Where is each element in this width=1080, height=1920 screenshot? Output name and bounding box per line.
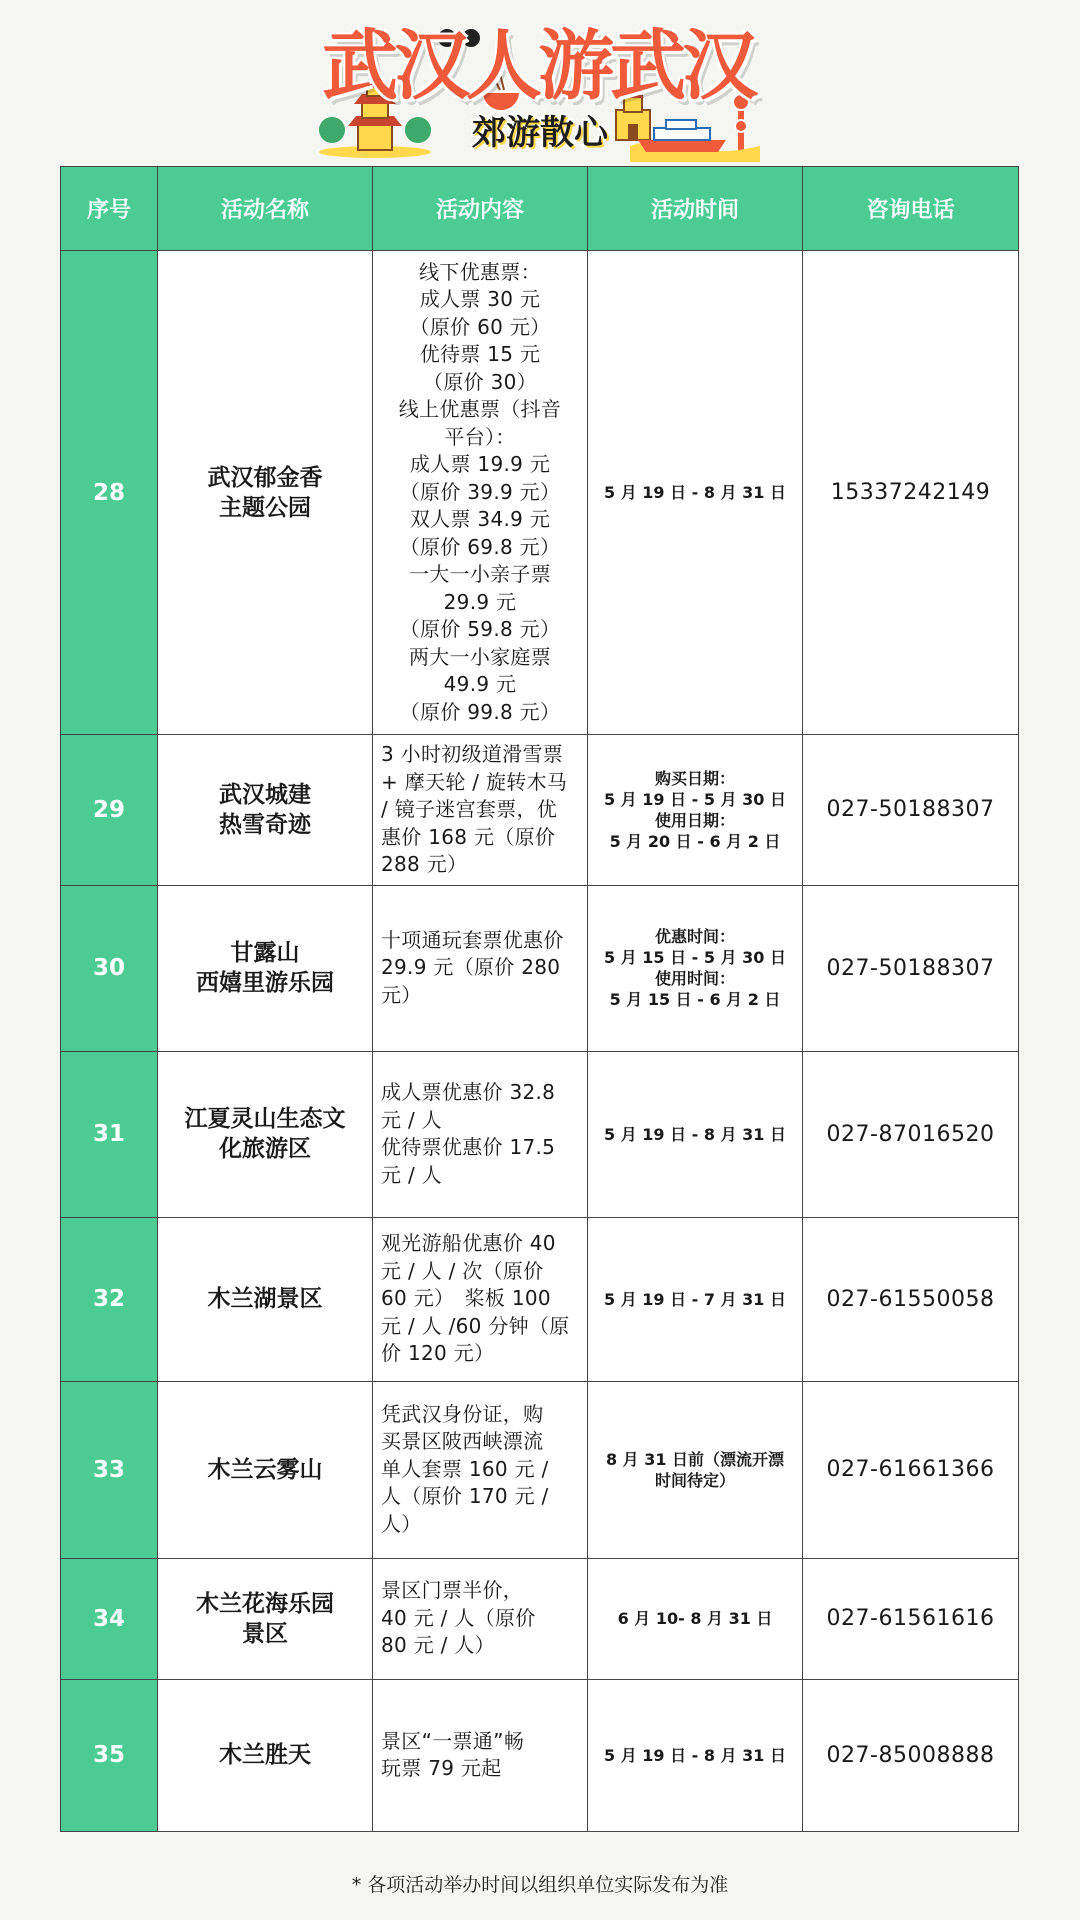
content-line: （原价 30） bbox=[423, 369, 537, 394]
table-row bbox=[61, 885, 1019, 1051]
activity-time bbox=[588, 1051, 803, 1217]
phone-number: 027-61561616 bbox=[803, 1558, 1019, 1679]
content-line: 双人票 34.9 元 bbox=[409, 507, 551, 532]
table-row bbox=[61, 1051, 1019, 1217]
row-index: 34 bbox=[61, 1558, 158, 1679]
activity-name-line: 木兰湖景区 bbox=[207, 1286, 323, 1312]
time-line: 时间待定） bbox=[654, 1470, 735, 1490]
content-line: 单人套票 160 元 / bbox=[381, 1456, 549, 1481]
content-line: 十项通玩套票优惠价 bbox=[381, 927, 564, 952]
activity-name bbox=[158, 735, 373, 886]
phone-number: 027-85008888 bbox=[803, 1679, 1019, 1831]
activity-name-line: 甘露山 bbox=[230, 940, 300, 966]
content-line: 元 / 人 bbox=[381, 1107, 442, 1132]
row-index: 29 bbox=[61, 735, 158, 886]
time-line: 5 月 15 日 - 6 月 2 日 bbox=[609, 990, 781, 1009]
activity-name-line: 景区 bbox=[242, 1620, 288, 1647]
ferry-boat-illustration bbox=[630, 112, 760, 162]
time-line: 8 月 31 日前（漂流开漂 bbox=[605, 1449, 785, 1469]
content-line: 29.9 元 bbox=[443, 589, 517, 614]
content-line: 成人票 19.9 元 bbox=[409, 452, 551, 477]
content-line: 优待票优惠价 17.5 bbox=[381, 1135, 556, 1159]
time-line: 5 月 15 日 - 5 月 30 日 bbox=[603, 948, 786, 967]
content-line: 买景区陂西峡漂流 bbox=[381, 1429, 544, 1454]
activity-name-line: 木兰胜天 bbox=[219, 1742, 311, 1768]
phone-number: 15337242149 bbox=[803, 251, 1019, 735]
activity-time bbox=[588, 1679, 803, 1831]
time-line: 购买日期： bbox=[654, 768, 735, 788]
content-line: （原价 39.9 元） bbox=[399, 479, 561, 504]
phone-number: 027-50188307 bbox=[803, 735, 1019, 886]
activity-time bbox=[588, 251, 803, 735]
content-line: 成人票 30 元 bbox=[419, 287, 541, 312]
content-line: 惠价 168 元（原价 bbox=[381, 824, 556, 849]
content-line: + 摩天轮 / 旋转木马 bbox=[381, 769, 568, 794]
table-row bbox=[61, 1217, 1019, 1381]
content-line: 景区门票半价， bbox=[381, 1578, 524, 1603]
activity-time bbox=[588, 885, 803, 1051]
activity-name bbox=[158, 251, 373, 735]
content-line: 线下优惠票： bbox=[419, 259, 541, 284]
column-header-name: 活动名称 bbox=[158, 167, 373, 251]
content-line: / 镜子迷宫套票，优 bbox=[381, 797, 558, 821]
activity-content bbox=[373, 1381, 588, 1558]
content-line: 40 元 / 人（原价 bbox=[381, 1605, 536, 1630]
table-row bbox=[61, 1558, 1019, 1679]
content-line: 线上优惠票（抖音 bbox=[398, 397, 562, 422]
table-row bbox=[61, 1381, 1019, 1558]
time-line: 5 月 19 日 - 8 月 31 日 bbox=[603, 1124, 786, 1144]
activity-name-line: 化旅游区 bbox=[219, 1136, 311, 1162]
row-index: 30 bbox=[61, 885, 158, 1051]
phone-number: 027-61550058 bbox=[803, 1217, 1019, 1381]
content-line: 3 小时初级道滑雪票 bbox=[381, 742, 564, 766]
content-line: 玩票 79 元起 bbox=[381, 1756, 502, 1780]
content-line: 一大一小亲子票 bbox=[408, 562, 552, 587]
time-line: 使用日期： bbox=[654, 810, 735, 830]
table-header-row bbox=[61, 167, 1019, 251]
time-line: 优惠时间： bbox=[654, 927, 735, 946]
content-line: （原价 69.8 元） bbox=[399, 534, 561, 559]
row-index: 33 bbox=[61, 1381, 158, 1558]
row-index: 28 bbox=[61, 251, 158, 735]
activity-content bbox=[373, 251, 588, 735]
activity-content bbox=[373, 1558, 588, 1679]
activity-time bbox=[588, 1381, 803, 1558]
content-line: 元） bbox=[381, 982, 422, 1007]
activity-name-line: 主题公园 bbox=[219, 494, 311, 521]
content-line: 两大一小家庭票 bbox=[408, 644, 552, 669]
time-line: 5 月 19 日 - 8 月 31 日 bbox=[603, 1745, 786, 1765]
content-line: 288 元） bbox=[381, 852, 468, 876]
time-line: 使用时间： bbox=[654, 969, 735, 988]
row-index: 35 bbox=[61, 1679, 158, 1831]
column-header-content: 活动内容 bbox=[373, 167, 588, 251]
activity-name-line: 武汉郁金香 bbox=[207, 464, 323, 491]
time-line: 6 月 10- 8 月 31 日 bbox=[617, 1609, 773, 1628]
activity-content bbox=[373, 1051, 588, 1217]
row-index: 32 bbox=[61, 1217, 158, 1381]
time-line: 5 月 19 日 - 8 月 31 日 bbox=[603, 483, 786, 502]
content-line: 景区“一票通”畅 bbox=[381, 1728, 525, 1753]
time-line: 5 月 20 日 - 6 月 2 日 bbox=[609, 831, 781, 851]
content-line: 观光游船优惠价 40 bbox=[381, 1231, 556, 1256]
time-line: 5 月 19 日 - 7 月 31 日 bbox=[603, 1289, 786, 1309]
activity-name-line: 木兰花海乐园 bbox=[196, 1590, 334, 1617]
content-line: 人） bbox=[381, 1511, 422, 1536]
activity-content bbox=[373, 735, 588, 886]
activity-time bbox=[588, 1217, 803, 1381]
activity-name bbox=[158, 1558, 373, 1679]
content-line: 价 120 元） bbox=[381, 1341, 495, 1366]
column-header-time: 活动时间 bbox=[588, 167, 803, 251]
activity-name-line: 木兰云雾山 bbox=[207, 1456, 323, 1483]
row-index: 31 bbox=[61, 1051, 158, 1217]
activity-name bbox=[158, 885, 373, 1051]
activity-time bbox=[588, 1558, 803, 1679]
content-line: 元 / 人 bbox=[381, 1162, 442, 1187]
column-header-phone: 咨询电话 bbox=[803, 167, 1019, 251]
activity-content bbox=[373, 1679, 588, 1831]
activity-time bbox=[588, 735, 803, 886]
content-line: 人（原价 170 元 / bbox=[381, 1484, 549, 1509]
phone-number: 027-61661366 bbox=[803, 1381, 1019, 1558]
content-line: 元 / 人 /60 分钟（原 bbox=[381, 1313, 570, 1338]
content-line: 优待票 15 元 bbox=[419, 342, 541, 367]
table-row bbox=[61, 1679, 1019, 1831]
activity-content bbox=[373, 885, 588, 1051]
activity-name bbox=[158, 1051, 373, 1217]
content-line: 平台）： bbox=[444, 424, 516, 449]
activity-name-line: 武汉城建 bbox=[219, 781, 311, 808]
time-line: 5 月 19 日 - 5 月 30 日 bbox=[603, 789, 786, 809]
content-line: 49.9 元 bbox=[443, 672, 517, 697]
activity-table bbox=[60, 166, 1019, 1832]
content-line: 29.9 元（原价 280 bbox=[381, 955, 561, 980]
header-banner bbox=[0, 0, 1080, 165]
footnote: * 各项活动举办时间以组织单位实际发布为准 bbox=[351, 1874, 729, 1896]
content-line: 元 / 人 / 次（原价 bbox=[381, 1258, 544, 1283]
content-line: （原价 99.8 元） bbox=[399, 699, 561, 724]
activity-name bbox=[158, 1679, 373, 1831]
activity-name bbox=[158, 1217, 373, 1381]
activity-content bbox=[373, 1217, 588, 1381]
banner-subtitle: 郊游散心 bbox=[472, 113, 608, 153]
content-line: 80 元 / 人） bbox=[381, 1633, 495, 1658]
content-line: 凭武汉身份证，购 bbox=[381, 1401, 544, 1426]
activity-name-line: 西嬉里游乐园 bbox=[196, 970, 334, 996]
content-line: 60 元） 桨板 100 bbox=[381, 1286, 551, 1311]
column-header-index: 序号 bbox=[61, 167, 158, 251]
content-line: 成人票优惠价 32.8 bbox=[381, 1080, 556, 1104]
activity-name-line: 江夏灵山生态文 bbox=[184, 1106, 346, 1132]
table-row bbox=[61, 251, 1019, 735]
content-line: （原价 59.8 元） bbox=[399, 617, 561, 642]
phone-number: 027-50188307 bbox=[803, 885, 1019, 1051]
activity-name-line: 热雪奇迹 bbox=[219, 811, 311, 838]
table-row bbox=[61, 735, 1019, 886]
banner-title: 武汉人游武汉 bbox=[322, 21, 754, 110]
content-line: （原价 60 元） bbox=[409, 314, 551, 339]
activity-name bbox=[158, 1381, 373, 1558]
phone-number: 027-87016520 bbox=[803, 1051, 1019, 1217]
